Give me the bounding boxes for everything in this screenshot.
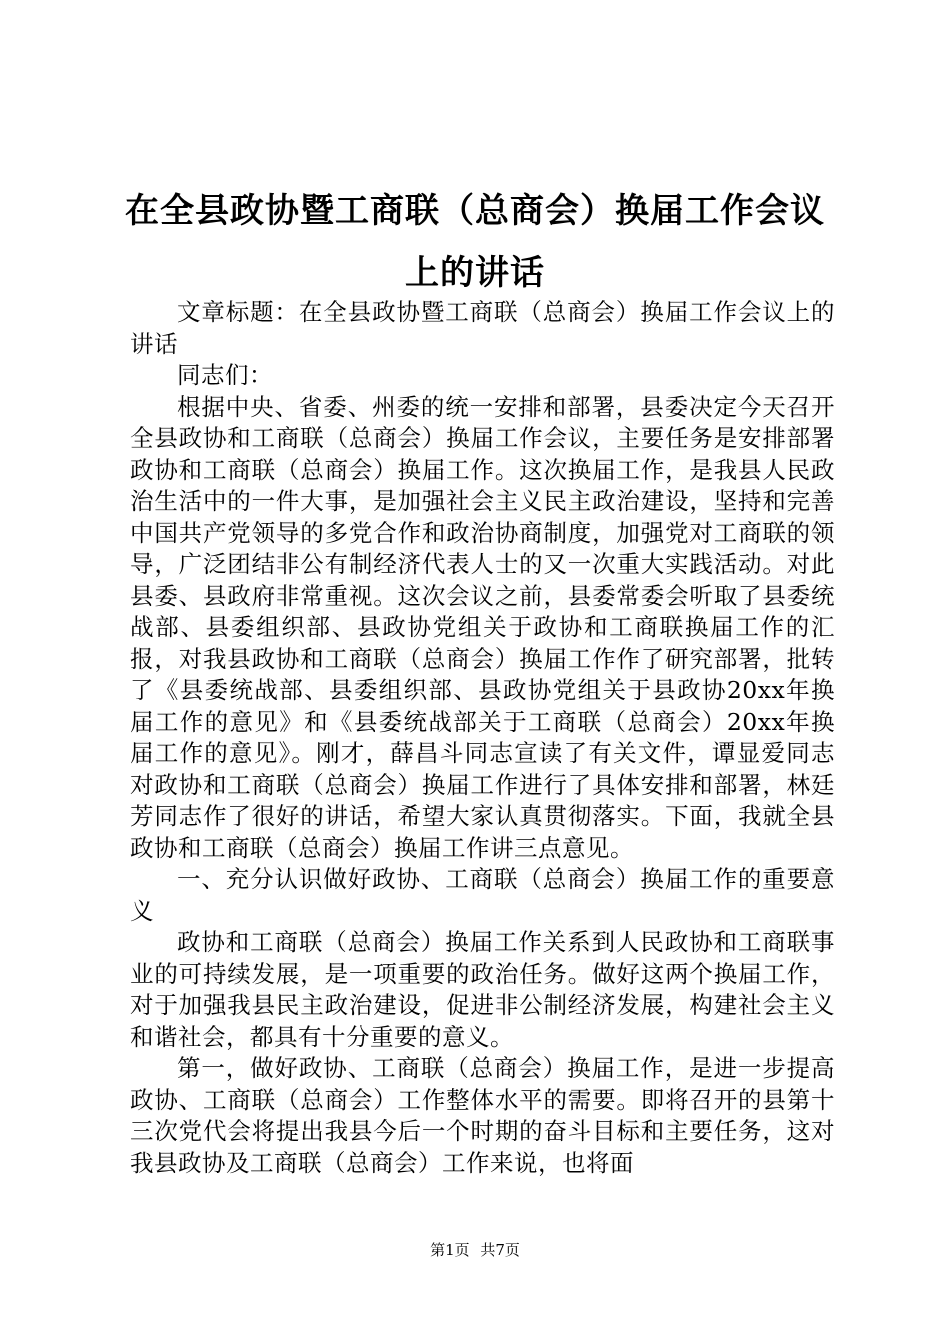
section-heading-1: 一、充分认识做好政协、工商联（总商会）换届工作的重要意义: [130, 865, 835, 925]
title-line-1: 在全县政协暨工商联（总商会）换届工作会议: [125, 191, 825, 231]
paragraph-intro: 根据中央、省委、州委的统一安排和部署，县委决定今天召开全县政协和工商联（总商会）换届工作会议，主要任务是安排部署政协和工商联（总商会）换届工作。这次换届工作，是我县人民政治生活中的一件大事，是加强社会主义民主政治建设，坚持和完善中国共产党领导的多党合作和政治协商制度，加强党对工商联的领导，广泛团结非公有制经济代表人士的又一次重大实践活动。对此县委、县政府非常重视。这次会议之前，县委常委会听取了县委统战部、县委组织部、县政协党组关于政协和工商联换届工作的汇报，对我县政协和工商联（总商会）换届工作作了研究部署，批转了《县委统战部、县委组织部、县政协党组关于县政协20xx年换届工作的意见》和《县委统战部关于工商联（总商会）20xx年换届工作的意见》。刚才，薛昌斗同志宣读了有关文件，谭显爱同志对政协和工商联（总商会）换届工作进行了具体安排和部署，林廷芳同志作了很好的讲话，希望大家认真贯彻落实。下面，我就全县政协和工商联（总商会）换届工作讲三点意见。: [130, 392, 835, 862]
page-footer: [0, 1240, 950, 1260]
document-title: [100, 180, 850, 304]
paragraph-salutation: 同志们：: [177, 361, 273, 389]
document-body: [130, 297, 835, 1179]
title-line-2: 上的讲话: [405, 253, 545, 293]
page-number: 第1页: [430, 1241, 470, 1259]
paragraph-article-title: 文章标题：在全县政协暨工商联（总商会）换届工作会议上的讲话: [130, 298, 835, 358]
total-pages: 共7页: [480, 1241, 520, 1259]
paragraph-first-point: 第一，做好政协、工商联（总商会）换届工作，是进一步提高政协、工商联（总商会）工作整体水平的需要。即将召开的县第十三次党代会将提出我县今后一个时期的奋斗目标和主要任务，这对我县政协及工商联（总商会）工作来说，也将面: [130, 1054, 835, 1177]
paragraph-significance: 政协和工商联（总商会）换届工作关系到人民政协和工商联事业的可持续发展，是一项重要的政治任务。做好这两个换届工作，对于加强我县民主政治建设，促进非公制经济发展，构建社会主义和谐社会，都具有十分重要的意义。: [130, 928, 835, 1051]
